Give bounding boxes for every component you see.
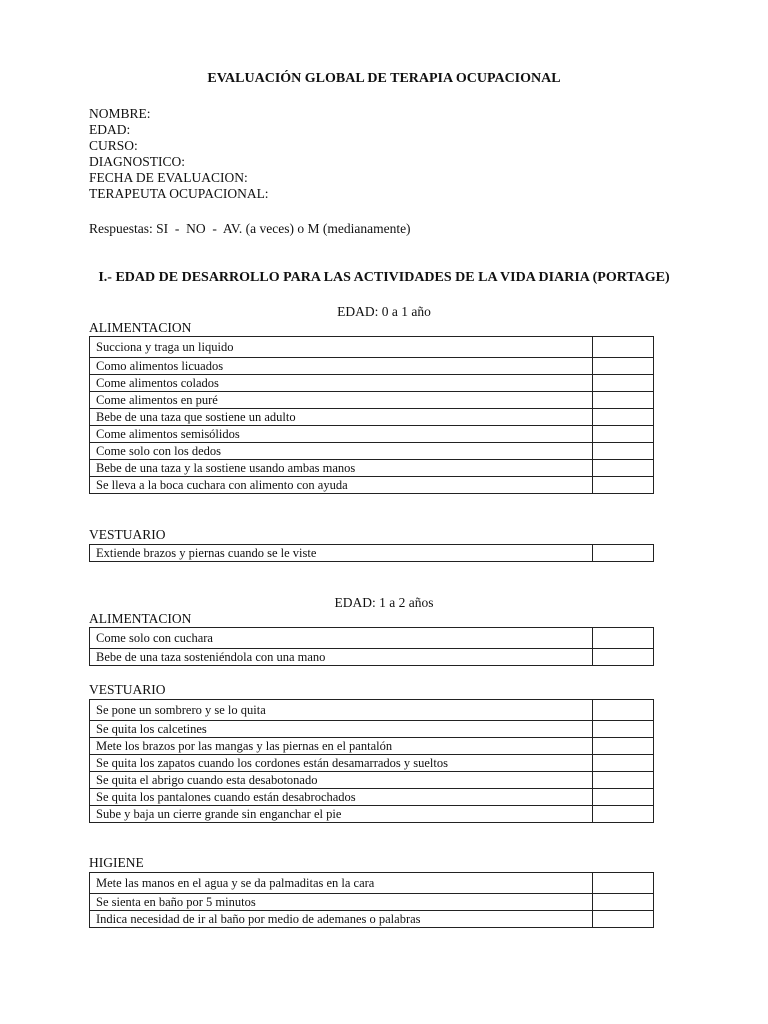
table-row — [90, 700, 654, 721]
item-text: Succiona y traga un liquido — [90, 337, 593, 358]
table-row — [90, 911, 654, 928]
table-row — [90, 426, 654, 443]
answer-cell[interactable] — [593, 806, 654, 823]
table-row — [90, 409, 654, 426]
checklist-table — [89, 627, 654, 666]
section-title: I.- EDAD DE DESARROLLO PARA LAS ACTIVIDADES DE LA VIDA DIARIA (PORTAGE) — [98, 270, 670, 285]
table-row — [90, 873, 654, 894]
category-label: VESTUARIO — [89, 527, 166, 542]
item-text: Sube y baja un cierre grande sin enganchar el pie — [90, 806, 593, 823]
answer-cell[interactable] — [593, 700, 654, 721]
item-text: Bebe de una taza sosteniéndola con una mano — [90, 649, 593, 666]
answer-cell[interactable] — [593, 392, 654, 409]
checklist-table — [89, 544, 654, 562]
answer-cell[interactable] — [593, 721, 654, 738]
item-text: Extiende brazos y piernas cuando se le viste — [90, 545, 593, 562]
answer-cell[interactable] — [593, 772, 654, 789]
answer-cell[interactable] — [593, 460, 654, 477]
table-row — [90, 375, 654, 392]
field-curso: CURSO: — [89, 138, 138, 153]
field-terapeuta: TERAPEUTA OCUPACIONAL: — [89, 186, 269, 201]
table-row — [90, 789, 654, 806]
age-heading: EDAD: 1 a 2 años — [334, 595, 434, 610]
answer-cell[interactable] — [593, 873, 654, 894]
answer-cell[interactable] — [593, 911, 654, 928]
answer-cell[interactable] — [593, 628, 654, 649]
checklist-table — [89, 872, 654, 928]
table-row — [90, 649, 654, 666]
table-row — [90, 545, 654, 562]
answer-cell[interactable] — [593, 409, 654, 426]
item-text: Come alimentos colados — [90, 375, 593, 392]
table-row — [90, 358, 654, 375]
item-text: Se sienta en baño por 5 minutos — [90, 894, 593, 911]
table-row — [90, 628, 654, 649]
item-text: Indica necesidad de ir al baño por medio de ademanes o palabras — [90, 911, 593, 928]
field-edad: EDAD: — [89, 122, 131, 137]
category-label: ALIMENTACION — [89, 611, 192, 626]
answer-cell[interactable] — [593, 649, 654, 666]
item-text: Bebe de una taza que sostiene un adulto — [90, 409, 593, 426]
checklist-table — [89, 699, 654, 823]
checklist-table — [89, 336, 654, 494]
answers-legend: Respuestas: SI - NO - AV. (a veces) o M (medianamente) — [89, 221, 411, 236]
item-text: Se quita los calcetines — [90, 721, 593, 738]
table-row — [90, 772, 654, 789]
table-row — [90, 443, 654, 460]
item-text: Como alimentos licuados — [90, 358, 593, 375]
item-text: Come solo con los dedos — [90, 443, 593, 460]
answer-cell[interactable] — [593, 426, 654, 443]
item-text: Se quita los zapatos cuando los cordones están desamarrados y sueltos — [90, 755, 593, 772]
item-text: Se quita los pantalones cuando están desabrochados — [90, 789, 593, 806]
table-row — [90, 721, 654, 738]
field-diagnostico: DIAGNOSTICO: — [89, 154, 185, 169]
item-text: Se quita el abrigo cuando esta desabotonado — [90, 772, 593, 789]
table-row — [90, 738, 654, 755]
age-heading: EDAD: 0 a 1 año — [337, 304, 431, 319]
answer-cell[interactable] — [593, 755, 654, 772]
category-label: ALIMENTACION — [89, 320, 192, 335]
table-row — [90, 460, 654, 477]
field-nombre: NOMBRE: — [89, 106, 151, 121]
answer-cell[interactable] — [593, 443, 654, 460]
item-text: Mete los brazos por las mangas y las piernas en el pantalón — [90, 738, 593, 755]
item-text: Come alimentos semisólidos — [90, 426, 593, 443]
answer-cell[interactable] — [593, 894, 654, 911]
answer-cell[interactable] — [593, 545, 654, 562]
answer-cell[interactable] — [593, 337, 654, 358]
table-row — [90, 755, 654, 772]
table-row — [90, 392, 654, 409]
field-fecha-evaluacion: FECHA DE EVALUACION: — [89, 170, 248, 185]
item-text: Mete las manos en el agua y se da palmaditas en la cara — [90, 873, 593, 894]
item-text: Se lleva a la boca cuchara con alimento con ayuda — [90, 477, 593, 494]
table-row — [90, 477, 654, 494]
table-row — [90, 894, 654, 911]
item-text: Se pone un sombrero y se lo quita — [90, 700, 593, 721]
table-row — [90, 806, 654, 823]
patient-fields — [89, 106, 269, 202]
answer-cell[interactable] — [593, 358, 654, 375]
table-row — [90, 337, 654, 358]
answer-cell[interactable] — [593, 375, 654, 392]
answer-cell[interactable] — [593, 738, 654, 755]
answer-cell[interactable] — [593, 477, 654, 494]
item-text: Come alimentos en puré — [90, 392, 593, 409]
document-title: EVALUACIÓN GLOBAL DE TERAPIA OCUPACIONAL — [207, 71, 561, 86]
item-text: Bebe de una taza y la sostiene usando ambas manos — [90, 460, 593, 477]
category-label: VESTUARIO — [89, 682, 166, 697]
category-label: HIGIENE — [89, 855, 144, 870]
item-text: Come solo con cuchara — [90, 628, 593, 649]
answer-cell[interactable] — [593, 789, 654, 806]
